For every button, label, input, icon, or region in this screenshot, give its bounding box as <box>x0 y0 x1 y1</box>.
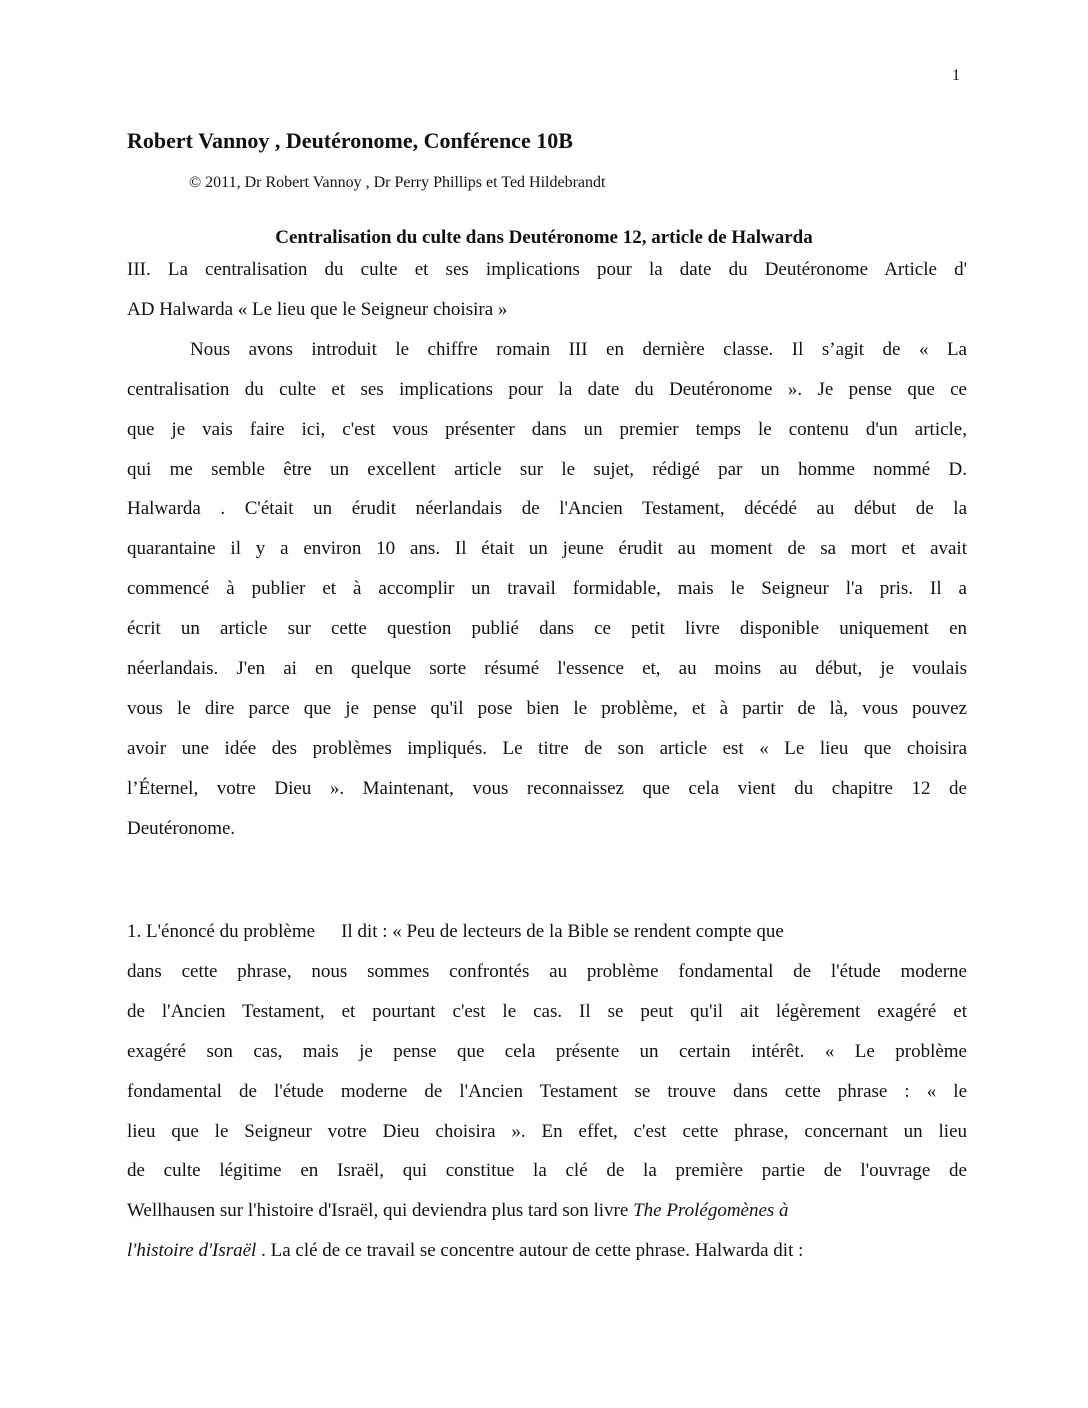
section-one-first-line-text: Il dit : « Peu de lecteurs de la Bible se rendent compte que <box>341 921 784 942</box>
section-one-heading: 1. L'énoncé du problème <box>127 921 316 942</box>
paragraph-line: dans cette phrase, nous sommes confrontés au problème fondamental de l'étude moderne <box>127 960 967 982</box>
book-title: l'histoire d'Israël <box>127 1240 257 1262</box>
paragraph-line: centralisation du culte et ses implications pour la date du Deutéronome ». Je pense que ce <box>127 378 967 400</box>
paragraph-line: néerlandais. J'en ai en quelque sorte résumé l'essence et, au moins au début, je voulais <box>127 658 967 680</box>
paragraph-line: exagéré son cas, mais je pense que cela présente un certain intérêt. « Le problème <box>127 1040 967 1062</box>
paragraph-line: de culte légitime en Israël, qui constitue la clé de la première partie de l'ouvrage de <box>127 1160 967 1182</box>
paragraph-line: que je vais faire ici, c'est vous présenter dans un premier temps le contenu d'un article, <box>127 418 967 440</box>
paragraph-line: Halwarda . C'était un érudit néerlandais de l'Ancien Testament, décédé au début de la <box>127 498 967 520</box>
section-one-first-line <box>127 912 967 952</box>
paragraph-line: avoir une idée des problèmes impliqués. Le titre de son article est « Le lieu que choisira <box>127 737 967 759</box>
last-line-text: . La clé de ce travail se concentre autour de cette phrase. Halwarda dit : <box>256 1240 804 1262</box>
paragraph-line: Deutéronome. <box>127 817 236 839</box>
lecture-subtitle: Centralisation du culte dans Deutéronome 12, article de Halwarda <box>275 227 813 248</box>
paragraph-line: lieu que le Seigneur votre Dieu choisira ». En effet, c'est cette phrase, concernant un lieu <box>127 1120 967 1142</box>
paragraph-line <box>127 1231 967 1271</box>
paragraph-line: quarantaine il y a environ 10 ans. Il était un jeune érudit au moment de sa mort et avait <box>127 538 967 560</box>
paragraph-line: qui me semble être un excellent article sur le sujet, rédigé par un homme nommé D. <box>127 458 967 480</box>
page-number: 1 <box>952 67 960 84</box>
copyright-notice: © 2011, Dr Robert Vannoy , Dr Perry Phillips et Ted Hildebrandt <box>189 174 606 191</box>
wellhausen-line-text: Wellhausen sur l'histoire d'Israël, qui deviendra plus tard son livre <box>127 1200 634 1222</box>
paragraph-line: fondamental de l'étude moderne de l'Ancien Testament se trouve dans cette phrase : « le <box>127 1080 967 1102</box>
section-three-heading-line: III. La centralisation du culte et ses implications pour la date du Deutéronome Article d' <box>127 259 967 280</box>
section-one-block <box>127 912 967 1271</box>
paragraph-line: Nous avons introduit le chiffre romain III en dernière classe. Il s’agit de « La <box>190 338 967 360</box>
paragraph-line: commencé à publier et à accomplir un travail formidable, mais le Seigneur l'a pris. Il a <box>127 578 967 600</box>
paragraph-line: l’Éternel, votre Dieu ». Maintenant, vous reconnaissez que cela vient du chapitre 12 de <box>127 777 967 799</box>
paragraph-line <box>127 1191 967 1231</box>
document-title: Robert Vannoy , Deutéronome, Conférence 10B <box>127 128 573 153</box>
paragraph-line: de l'Ancien Testament, et pourtant c'est le cas. Il se peut qu'il ait légèrement exagéré et <box>127 1000 967 1022</box>
paragraph-line: écrit un article sur cette question publié dans ce petit livre disponible uniquement en <box>127 618 967 640</box>
book-title: The Prolégomènes à <box>633 1200 789 1222</box>
section-three-block <box>127 250 967 849</box>
paragraph-line: vous le dire parce que je pense qu'il pose bien le problème, et à partir de là, vous pouvez <box>127 697 967 719</box>
section-three-heading-line: AD Halwarda « Le lieu que le Seigneur choisira » <box>127 298 508 320</box>
